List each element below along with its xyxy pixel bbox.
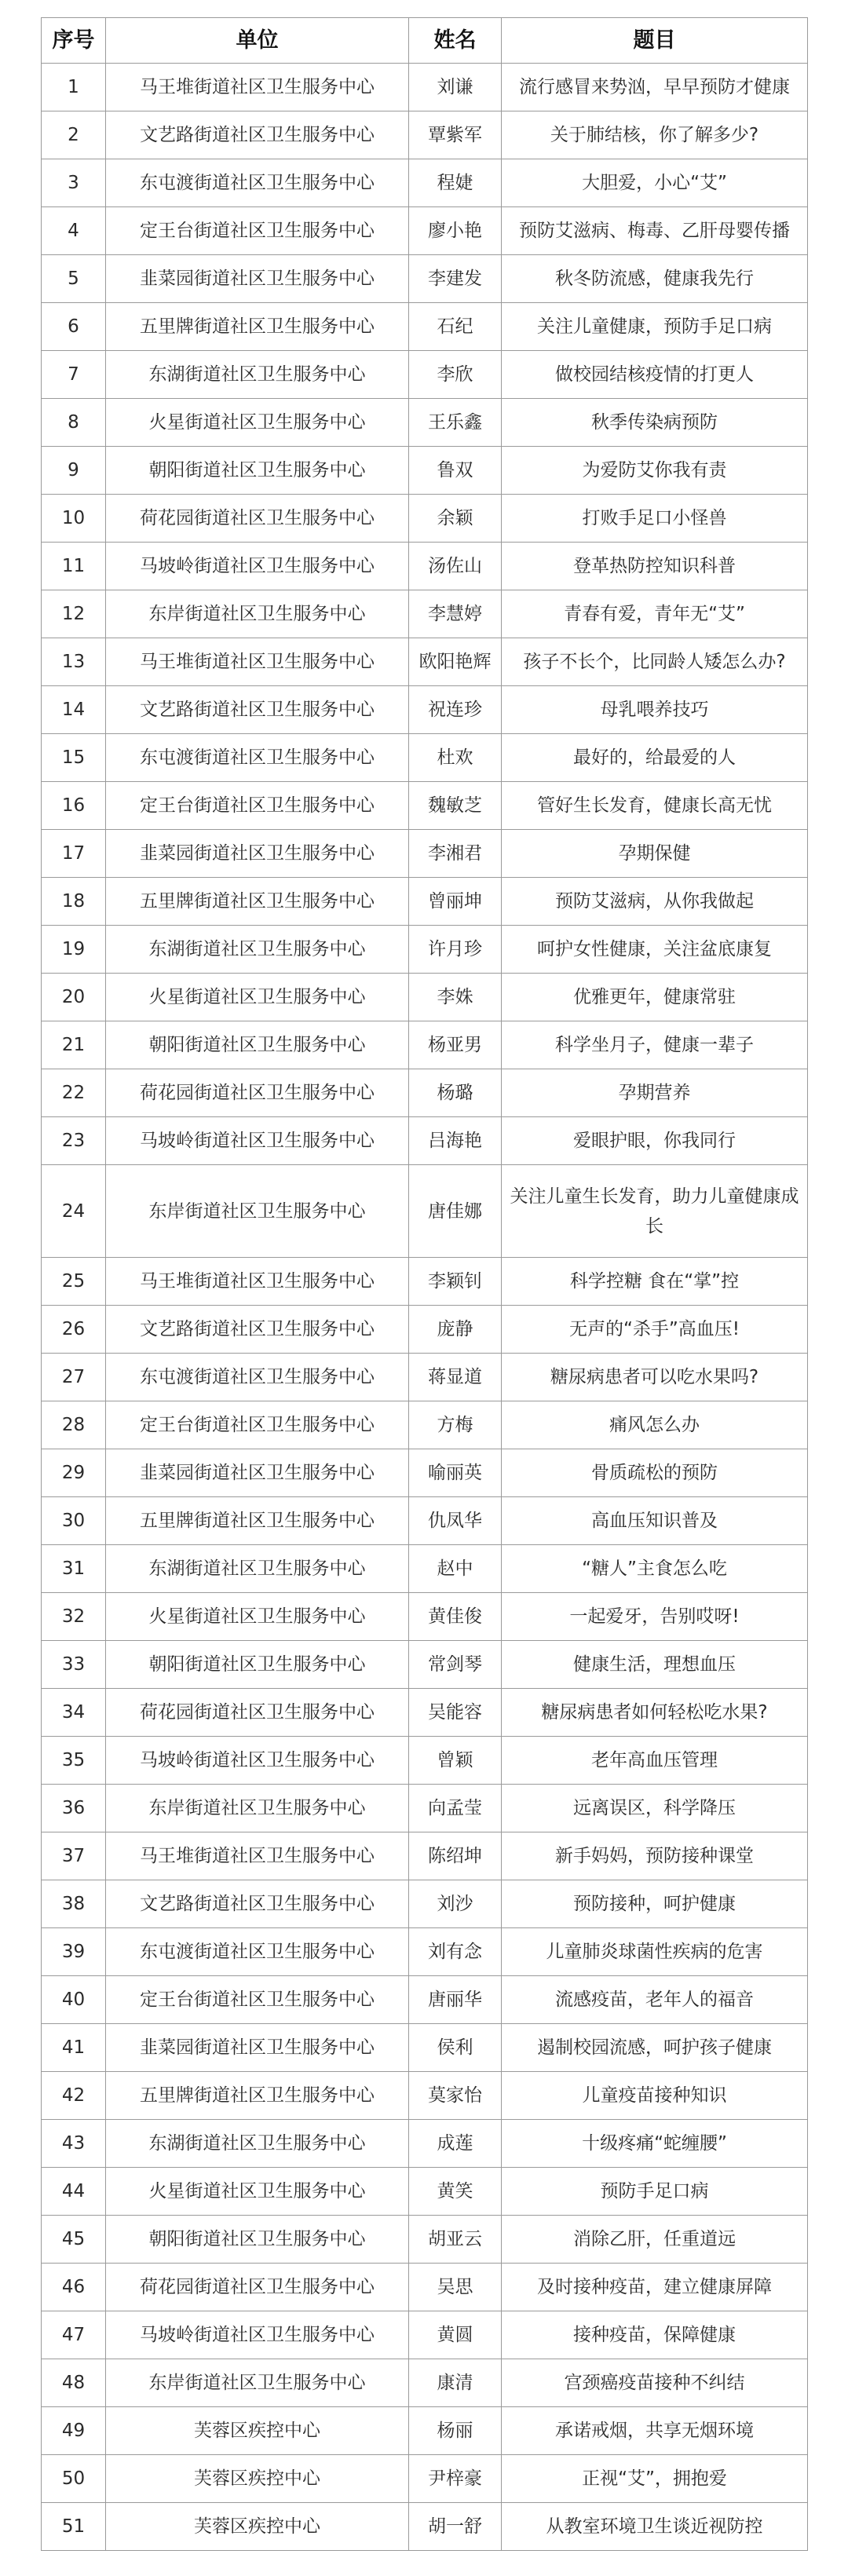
row-name-cell: 庞静 [409,1306,502,1354]
row-unit-cell: 韭菜园街道社区卫生服务中心 [106,830,409,878]
row-name-cell: 黄圆 [409,2311,502,2359]
table-row [42,2216,808,2264]
row-topic-cell: 孩子不长个，比同龄人矮怎么办? [502,638,808,686]
row-number-cell: 18 [42,878,106,926]
table-row [42,1545,808,1593]
row-name-cell: 曾颖 [409,1737,502,1785]
speaker-table-container [41,17,807,2551]
table-row [42,1165,808,1258]
table-row [42,1449,808,1497]
table-row [42,782,808,830]
row-unit-cell: 五里牌街道社区卫生服务中心 [106,303,409,351]
row-name-cell: 曾丽坤 [409,878,502,926]
row-unit-cell: 文艺路街道社区卫生服务中心 [106,111,409,159]
row-number-cell: 19 [42,926,106,974]
row-unit-cell: 火星街道社区卫生服务中心 [106,399,409,447]
row-number-cell: 12 [42,590,106,638]
row-unit-cell: 马王堆街道社区卫生服务中心 [106,64,409,111]
row-topic-cell: 预防手足口病 [502,2168,808,2216]
row-unit-cell: 荷花园街道社区卫生服务中心 [106,495,409,543]
row-name-cell: 刘谦 [409,64,502,111]
row-topic-cell: 无声的“杀手”高血压! [502,1306,808,1354]
row-topic-cell: 预防艾滋病、梅毒、乙肝母婴传播 [502,207,808,255]
table-row [42,1880,808,1928]
row-topic-cell: 秋季传染病预防 [502,399,808,447]
row-number-cell: 3 [42,159,106,207]
row-unit-cell: 马坡岭街道社区卫生服务中心 [106,2311,409,2359]
row-number-cell: 37 [42,1832,106,1880]
row-unit-cell: 朝阳街道社区卫生服务中心 [106,1021,409,1069]
row-number-cell: 39 [42,1928,106,1976]
table-row [42,2359,808,2407]
row-number-cell: 20 [42,974,106,1021]
row-name-cell: 黄佳俊 [409,1593,502,1641]
row-name-cell: 常剑琴 [409,1641,502,1689]
row-unit-cell: 马王堆街道社区卫生服务中心 [106,1832,409,1880]
row-unit-cell: 东屯渡街道社区卫生服务中心 [106,1928,409,1976]
row-name-cell: 陈绍坤 [409,1832,502,1880]
row-name-cell: 杨丽 [409,2407,502,2455]
row-number-cell: 29 [42,1449,106,1497]
row-topic-cell: 科学控糖 食在“掌”控 [502,1258,808,1306]
table-row [42,2024,808,2072]
row-number-cell: 21 [42,1021,106,1069]
row-name-cell: 杜欢 [409,734,502,782]
row-number-cell: 36 [42,1785,106,1832]
table-row [42,495,808,543]
row-unit-cell: 东屯渡街道社区卫生服务中心 [106,734,409,782]
row-unit-cell: 荷花园街道社区卫生服务中心 [106,1689,409,1737]
row-unit-cell: 芙蓉区疾控中心 [106,2407,409,2455]
row-name-cell: 廖小艳 [409,207,502,255]
row-name-cell: 鲁双 [409,447,502,495]
row-unit-cell: 火星街道社区卫生服务中心 [106,1593,409,1641]
row-unit-cell: 东岸街道社区卫生服务中心 [106,1785,409,1832]
row-topic-cell: 承诺戒烟，共享无烟环境 [502,2407,808,2455]
table-row [42,638,808,686]
row-number-cell: 16 [42,782,106,830]
speaker-table [41,17,808,2551]
table-row [42,399,808,447]
row-number-cell: 35 [42,1737,106,1785]
table-row [42,1354,808,1401]
row-topic-cell: 老年高血压管理 [502,1737,808,1785]
row-name-cell: 祝连珍 [409,686,502,734]
row-unit-cell: 火星街道社区卫生服务中心 [106,2168,409,2216]
header-number: 序号 [42,18,106,64]
row-name-cell: 李颖钊 [409,1258,502,1306]
table-row [42,734,808,782]
row-number-cell: 46 [42,2264,106,2311]
row-topic-cell: 新手妈妈，预防接种课堂 [502,1832,808,1880]
row-name-cell: 杨璐 [409,1069,502,1117]
table-row [42,1832,808,1880]
row-topic-cell: 秋冬防流感，健康我先行 [502,255,808,303]
row-unit-cell: 五里牌街道社区卫生服务中心 [106,2072,409,2120]
row-name-cell: 吴思 [409,2264,502,2311]
table-row [42,590,808,638]
row-number-cell: 5 [42,255,106,303]
row-number-cell: 49 [42,2407,106,2455]
table-row [42,1785,808,1832]
row-unit-cell: 定王台街道社区卫生服务中心 [106,1401,409,1449]
row-name-cell: 吕海艳 [409,1117,502,1165]
row-topic-cell: 关注儿童生长发育，助力儿童健康成长 [502,1165,808,1258]
table-row [42,1737,808,1785]
row-number-cell: 42 [42,2072,106,2120]
row-number-cell: 43 [42,2120,106,2168]
row-name-cell: 刘有念 [409,1928,502,1976]
row-unit-cell: 东湖街道社区卫生服务中心 [106,1545,409,1593]
row-name-cell: 欧阳艳辉 [409,638,502,686]
row-number-cell: 7 [42,351,106,399]
row-name-cell: 向孟莹 [409,1785,502,1832]
row-name-cell: 黄笑 [409,2168,502,2216]
table-row [42,2407,808,2455]
row-unit-cell: 五里牌街道社区卫生服务中心 [106,878,409,926]
row-topic-cell: 儿童肺炎球菌性疾病的危害 [502,1928,808,1976]
table-row [42,1306,808,1354]
row-unit-cell: 朝阳街道社区卫生服务中心 [106,447,409,495]
row-number-cell: 44 [42,2168,106,2216]
row-unit-cell: 东屯渡街道社区卫生服务中心 [106,159,409,207]
row-topic-cell: 母乳喂养技巧 [502,686,808,734]
row-name-cell: 杨亚男 [409,1021,502,1069]
row-unit-cell: 火星街道社区卫生服务中心 [106,974,409,1021]
row-unit-cell: 马坡岭街道社区卫生服务中心 [106,1117,409,1165]
table-row [42,974,808,1021]
table-row [42,1689,808,1737]
row-topic-cell: 打败手足口小怪兽 [502,495,808,543]
table-row [42,2503,808,2551]
row-name-cell: 汤佐山 [409,543,502,590]
row-unit-cell: 东湖街道社区卫生服务中心 [106,2120,409,2168]
row-unit-cell: 东屯渡街道社区卫生服务中心 [106,1354,409,1401]
row-name-cell: 胡一舒 [409,2503,502,2551]
row-unit-cell: 马王堆街道社区卫生服务中心 [106,1258,409,1306]
row-unit-cell: 马王堆街道社区卫生服务中心 [106,638,409,686]
row-unit-cell: 五里牌街道社区卫生服务中心 [106,1497,409,1545]
row-topic-cell: 高血压知识普及 [502,1497,808,1545]
row-unit-cell: 东岸街道社区卫生服务中心 [106,2359,409,2407]
table-row [42,926,808,974]
row-topic-cell: 健康生活，理想血压 [502,1641,808,1689]
row-number-cell: 6 [42,303,106,351]
row-number-cell: 8 [42,399,106,447]
row-topic-cell: 预防接种，呵护健康 [502,1880,808,1928]
table-row [42,351,808,399]
row-name-cell: 许月珍 [409,926,502,974]
row-unit-cell: 东岸街道社区卫生服务中心 [106,590,409,638]
header-topic: 题目 [502,18,808,64]
row-topic-cell: 一起爱牙，告别哎呀! [502,1593,808,1641]
row-name-cell: 仇凤华 [409,1497,502,1545]
table-row [42,255,808,303]
row-topic-cell: 流行感冒来势汹，早早预防才健康 [502,64,808,111]
row-unit-cell: 文艺路街道社区卫生服务中心 [106,686,409,734]
row-topic-cell: 糖尿病患者可以吃水果吗? [502,1354,808,1401]
row-name-cell: 唐佳娜 [409,1165,502,1258]
row-unit-cell: 东湖街道社区卫生服务中心 [106,926,409,974]
table-row [42,447,808,495]
row-name-cell: 成莲 [409,2120,502,2168]
table-row [42,1069,808,1117]
row-topic-cell: 做校园结核疫情的打更人 [502,351,808,399]
row-unit-cell: 定王台街道社区卫生服务中心 [106,1976,409,2024]
table-body [42,64,808,2551]
row-unit-cell: 定王台街道社区卫生服务中心 [106,207,409,255]
table-header-row [42,18,808,64]
row-number-cell: 17 [42,830,106,878]
row-topic-cell: 科学坐月子，健康一辈子 [502,1021,808,1069]
table-row [42,1117,808,1165]
row-number-cell: 22 [42,1069,106,1117]
row-topic-cell: 消除乙肝，任重道远 [502,2216,808,2264]
row-topic-cell: 宫颈癌疫苗接种不纠结 [502,2359,808,2407]
row-topic-cell: 大胆爱，小心“艾” [502,159,808,207]
row-number-cell: 28 [42,1401,106,1449]
row-name-cell: 程婕 [409,159,502,207]
table-row [42,1401,808,1449]
row-name-cell: 尹梓豪 [409,2455,502,2503]
row-number-cell: 25 [42,1258,106,1306]
row-name-cell: 刘沙 [409,1880,502,1928]
row-topic-cell: “糖人”主食怎么吃 [502,1545,808,1593]
row-number-cell: 4 [42,207,106,255]
row-number-cell: 27 [42,1354,106,1401]
row-unit-cell: 韭菜园街道社区卫生服务中心 [106,255,409,303]
row-number-cell: 15 [42,734,106,782]
table-row [42,303,808,351]
row-number-cell: 33 [42,1641,106,1689]
row-number-cell: 23 [42,1117,106,1165]
row-topic-cell: 及时接种疫苗，建立健康屏障 [502,2264,808,2311]
row-topic-cell: 孕期营养 [502,1069,808,1117]
table-row [42,686,808,734]
table-row [42,1497,808,1545]
row-topic-cell: 爱眼护眼，你我同行 [502,1117,808,1165]
row-topic-cell: 关于肺结核，你了解多少? [502,111,808,159]
table-row [42,878,808,926]
row-topic-cell: 为爱防艾你我有责 [502,447,808,495]
row-unit-cell: 芙蓉区疾控中心 [106,2503,409,2551]
row-name-cell: 李姝 [409,974,502,1021]
row-unit-cell: 马坡岭街道社区卫生服务中心 [106,543,409,590]
row-name-cell: 侯利 [409,2024,502,2072]
row-unit-cell: 朝阳街道社区卫生服务中心 [106,1641,409,1689]
row-unit-cell: 韭菜园街道社区卫生服务中心 [106,1449,409,1497]
table-row [42,111,808,159]
row-name-cell: 李慧婷 [409,590,502,638]
row-topic-cell: 呵护女性健康，关注盆底康复 [502,926,808,974]
row-number-cell: 51 [42,2503,106,2551]
row-name-cell: 唐丽华 [409,1976,502,2024]
table-row [42,543,808,590]
row-topic-cell: 流感疫苗，老年人的福音 [502,1976,808,2024]
row-name-cell: 吴能容 [409,1689,502,1737]
row-unit-cell: 朝阳街道社区卫生服务中心 [106,2216,409,2264]
row-name-cell: 覃紫军 [409,111,502,159]
row-topic-cell: 远离误区，科学降压 [502,1785,808,1832]
row-topic-cell: 登革热防控知识科普 [502,543,808,590]
row-topic-cell: 儿童疫苗接种知识 [502,2072,808,2120]
row-name-cell: 喻丽英 [409,1449,502,1497]
table-row [42,159,808,207]
header-name: 姓名 [409,18,502,64]
row-topic-cell: 接种疫苗，保障健康 [502,2311,808,2359]
row-number-cell: 31 [42,1545,106,1593]
row-topic-cell: 遏制校园流感，呵护孩子健康 [502,2024,808,2072]
row-name-cell: 魏敏芝 [409,782,502,830]
row-topic-cell: 从教室环境卫生谈近视防控 [502,2503,808,2551]
row-name-cell: 莫家怡 [409,2072,502,2120]
table-row [42,2311,808,2359]
row-unit-cell: 荷花园街道社区卫生服务中心 [106,1069,409,1117]
table-row [42,2168,808,2216]
row-name-cell: 余颖 [409,495,502,543]
row-unit-cell: 文艺路街道社区卫生服务中心 [106,1306,409,1354]
row-number-cell: 9 [42,447,106,495]
table-row [42,1021,808,1069]
row-number-cell: 45 [42,2216,106,2264]
table-row [42,2455,808,2503]
table-row [42,2120,808,2168]
row-number-cell: 10 [42,495,106,543]
row-unit-cell: 东湖街道社区卫生服务中心 [106,351,409,399]
row-topic-cell: 骨质疏松的预防 [502,1449,808,1497]
row-topic-cell: 优雅更年，健康常驻 [502,974,808,1021]
row-topic-cell: 关注儿童健康，预防手足口病 [502,303,808,351]
row-number-cell: 40 [42,1976,106,2024]
row-name-cell: 胡亚云 [409,2216,502,2264]
row-number-cell: 14 [42,686,106,734]
row-number-cell: 13 [42,638,106,686]
row-name-cell: 石纪 [409,303,502,351]
table-row [42,2072,808,2120]
row-name-cell: 康清 [409,2359,502,2407]
row-topic-cell: 管好生长发育，健康长高无忧 [502,782,808,830]
row-name-cell: 蒋显道 [409,1354,502,1401]
row-name-cell: 方梅 [409,1401,502,1449]
row-number-cell: 47 [42,2311,106,2359]
row-topic-cell: 预防艾滋病，从你我做起 [502,878,808,926]
row-topic-cell: 青春有爱，青年无“艾” [502,590,808,638]
table-row [42,64,808,111]
row-unit-cell: 定王台街道社区卫生服务中心 [106,782,409,830]
row-name-cell: 王乐鑫 [409,399,502,447]
row-number-cell: 32 [42,1593,106,1641]
row-number-cell: 2 [42,111,106,159]
table-row [42,1928,808,1976]
row-topic-cell: 痛风怎么办 [502,1401,808,1449]
row-number-cell: 26 [42,1306,106,1354]
row-number-cell: 50 [42,2455,106,2503]
row-unit-cell: 芙蓉区疾控中心 [106,2455,409,2503]
row-number-cell: 38 [42,1880,106,1928]
row-number-cell: 34 [42,1689,106,1737]
table-row [42,2264,808,2311]
table-row [42,1593,808,1641]
table-row [42,830,808,878]
row-name-cell: 李建发 [409,255,502,303]
row-topic-cell: 正视“艾”，拥抱爱 [502,2455,808,2503]
row-name-cell: 李欣 [409,351,502,399]
table-row [42,1976,808,2024]
row-number-cell: 41 [42,2024,106,2072]
header-unit: 单位 [106,18,409,64]
row-number-cell: 24 [42,1165,106,1258]
row-topic-cell: 糖尿病患者如何轻松吃水果? [502,1689,808,1737]
row-number-cell: 48 [42,2359,106,2407]
row-number-cell: 11 [42,543,106,590]
row-unit-cell: 马坡岭街道社区卫生服务中心 [106,1737,409,1785]
row-topic-cell: 十级疼痛“蛇缠腰” [502,2120,808,2168]
table-row [42,1641,808,1689]
row-unit-cell: 文艺路街道社区卫生服务中心 [106,1880,409,1928]
row-topic-cell: 孕期保健 [502,830,808,878]
row-number-cell: 1 [42,64,106,111]
row-name-cell: 李湘君 [409,830,502,878]
table-row [42,1258,808,1306]
table-row [42,207,808,255]
row-topic-cell: 最好的，给最爱的人 [502,734,808,782]
row-name-cell: 赵中 [409,1545,502,1593]
row-unit-cell: 韭菜园街道社区卫生服务中心 [106,2024,409,2072]
row-number-cell: 30 [42,1497,106,1545]
row-unit-cell: 东岸街道社区卫生服务中心 [106,1165,409,1258]
row-unit-cell: 荷花园街道社区卫生服务中心 [106,2264,409,2311]
